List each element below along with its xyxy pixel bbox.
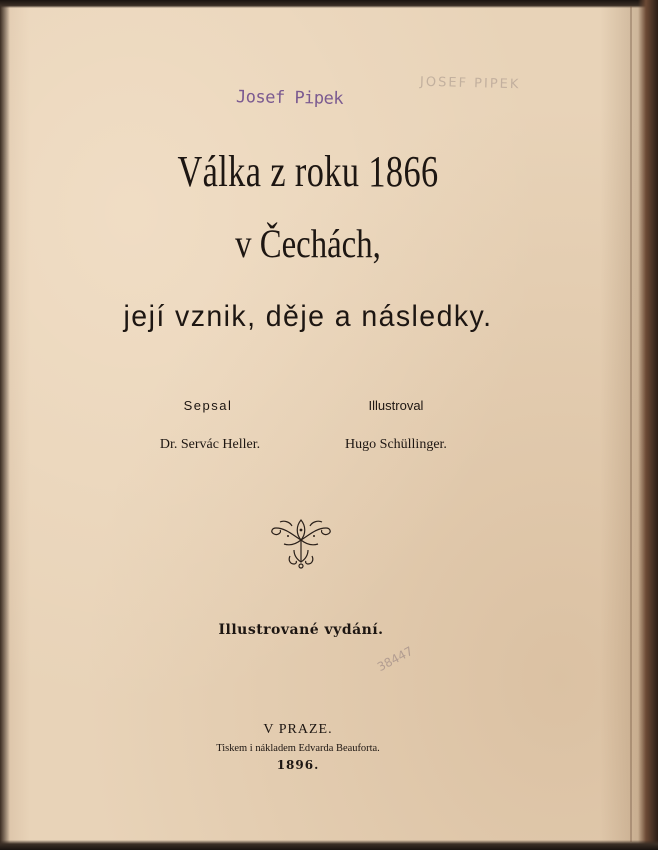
- decorative-ornament-icon: [268, 516, 334, 570]
- owner-signature-stamp: Josef Pipek: [235, 87, 344, 109]
- edition-note: Illustrované vydání.: [218, 622, 384, 638]
- page-edge-right: [638, 0, 658, 850]
- pencil-annotation: 38447: [374, 643, 416, 675]
- author-label: Sepsal: [183, 398, 233, 413]
- page-edge-bottom: [0, 840, 658, 850]
- imprint-publisher: Tiskem i nákladem Edvarda Beauforta.: [216, 742, 380, 754]
- subtitle-line: její vznik, děje a následky.: [123, 300, 493, 333]
- page-fold-line: [630, 6, 632, 842]
- title-line-1: Válka z roku 1866: [177, 147, 439, 196]
- owner-faded-stamp: JOSEF PIPEK: [419, 74, 521, 93]
- author-name: Dr. Servác Heller.: [159, 437, 261, 452]
- imprint-year: 1896.: [276, 758, 320, 772]
- page-edge-top: [0, 0, 658, 8]
- imprint-city: V PRAZE.: [263, 722, 333, 737]
- illustrator-label: Illustroval: [368, 398, 424, 413]
- illustrator-name: Hugo Schüllinger.: [345, 437, 447, 452]
- title-line-2: v Čechách,: [235, 221, 381, 266]
